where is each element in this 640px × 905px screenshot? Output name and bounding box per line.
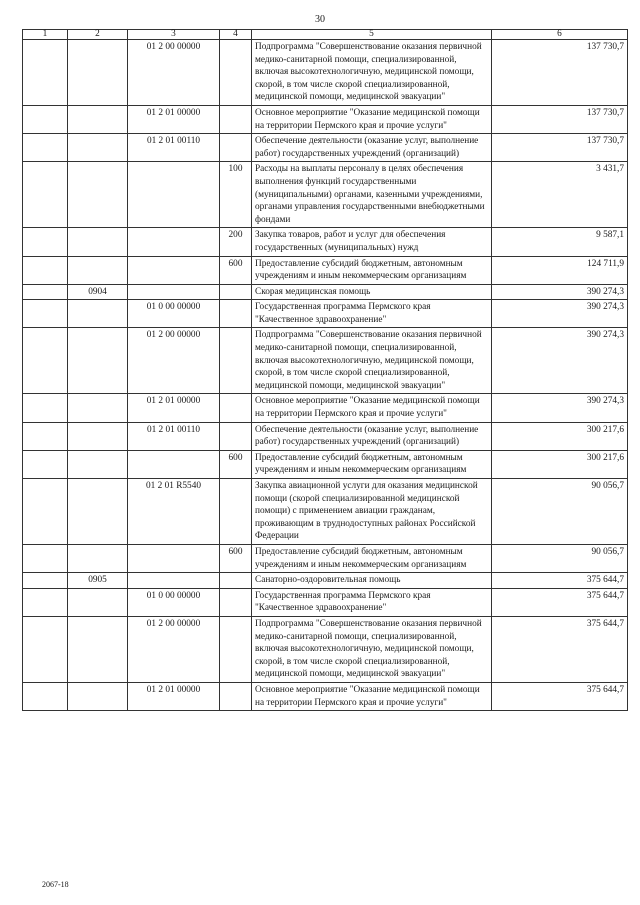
cell-section (23, 328, 68, 394)
table-row (23, 105, 628, 133)
cell-subsection (68, 256, 128, 284)
cell-description: Основное мероприятие "Оказание медицинской помощи на территории Пермского края и прочие услуги" (252, 105, 492, 133)
cell-subsection: 0904 (68, 284, 128, 300)
cell-section (23, 544, 68, 572)
cell-amount: 375 644,7 (492, 573, 628, 589)
document-code: 2067-18 (42, 880, 69, 889)
cell-description: Обеспечение деятельности (оказание услуг, выполнение работ) государственных учреждений (организаций) (252, 422, 492, 450)
cell-target-article (128, 450, 220, 478)
cell-subsection (68, 162, 128, 228)
table-row (23, 300, 628, 328)
table-row (23, 422, 628, 450)
cell-amount: 124 711,9 (492, 256, 628, 284)
cell-amount: 90 056,7 (492, 479, 628, 545)
cell-subsection (68, 300, 128, 328)
cell-section (23, 300, 68, 328)
budget-table (22, 29, 628, 711)
cell-amount: 137 730,7 (492, 105, 628, 133)
cell-subsection (68, 479, 128, 545)
cell-section (23, 450, 68, 478)
cell-expense-type: 100 (220, 162, 252, 228)
cell-amount: 390 274,3 (492, 394, 628, 422)
table-row (23, 284, 628, 300)
cell-subsection (68, 682, 128, 710)
cell-subsection (68, 394, 128, 422)
cell-section (23, 573, 68, 589)
cell-target-article (128, 284, 220, 300)
cell-expense-type (220, 394, 252, 422)
cell-target-article: 01 2 01 00000 (128, 105, 220, 133)
header-col-6: 6 (492, 30, 628, 40)
cell-section (23, 479, 68, 545)
cell-description: Предоставление субсидий бюджетным, автономным учреждениям и иным некоммерческим организациям (252, 450, 492, 478)
table-row (23, 256, 628, 284)
cell-description: Государственная программа Пермского края "Качественное здравоохранение" (252, 588, 492, 616)
cell-target-article: 01 0 00 00000 (128, 588, 220, 616)
cell-expense-type: 600 (220, 256, 252, 284)
page-number: 30 (315, 14, 325, 25)
cell-target-article: 01 2 00 00000 (128, 40, 220, 106)
cell-amount: 137 730,7 (492, 40, 628, 106)
cell-expense-type (220, 616, 252, 682)
cell-amount: 137 730,7 (492, 134, 628, 162)
cell-section (23, 588, 68, 616)
cell-subsection (68, 105, 128, 133)
cell-target-article: 01 2 00 00000 (128, 616, 220, 682)
cell-target-article: 01 2 01 00000 (128, 682, 220, 710)
header-col-1: 1 (23, 30, 68, 40)
header-col-3: 3 (128, 30, 220, 40)
cell-amount: 9 587,1 (492, 228, 628, 256)
cell-target-article: 01 2 00 00000 (128, 328, 220, 394)
table-row (23, 328, 628, 394)
table-row (23, 134, 628, 162)
cell-expense-type (220, 479, 252, 545)
cell-expense-type (220, 682, 252, 710)
cell-subsection (68, 588, 128, 616)
cell-amount: 375 644,7 (492, 682, 628, 710)
cell-target-article (128, 162, 220, 228)
table-row (23, 394, 628, 422)
cell-expense-type (220, 40, 252, 106)
cell-section (23, 228, 68, 256)
cell-description: Расходы на выплаты персоналу в целях обеспечения выполнения функций государственными (муниципальными) органами, казенными учреждениями, органами управления государственными внебюджетными фондами (252, 162, 492, 228)
cell-section (23, 422, 68, 450)
cell-subsection (68, 422, 128, 450)
table-row (23, 40, 628, 106)
cell-target-article: 01 2 01 00000 (128, 394, 220, 422)
cell-expense-type (220, 422, 252, 450)
cell-description: Основное мероприятие "Оказание медицинской помощи на территории Пермского края и прочие услуги" (252, 394, 492, 422)
cell-expense-type (220, 573, 252, 589)
cell-target-article: 01 2 01 00110 (128, 134, 220, 162)
cell-description: Предоставление субсидий бюджетным, автономным учреждениям и иным некоммерческим организациям (252, 256, 492, 284)
cell-section (23, 40, 68, 106)
cell-description: Санаторно-оздоровительная помощь (252, 573, 492, 589)
cell-expense-type (220, 300, 252, 328)
header-col-2: 2 (68, 30, 128, 40)
cell-subsection (68, 40, 128, 106)
cell-amount: 390 274,3 (492, 300, 628, 328)
table-row (23, 479, 628, 545)
table-row (23, 544, 628, 572)
cell-expense-type (220, 588, 252, 616)
cell-description: Подпрограмма "Совершенствование оказания первичной медико-санитарной помощи, специализированной, включая высокотехнологичную, медицинской помощи, скорой, в том числе скорой специализированной, медицинской помощи, медицинской эвакуации" (252, 328, 492, 394)
cell-section (23, 394, 68, 422)
table-row (23, 450, 628, 478)
table-row (23, 162, 628, 228)
cell-expense-type (220, 134, 252, 162)
cell-section (23, 616, 68, 682)
cell-section (23, 284, 68, 300)
cell-amount: 300 217,6 (492, 450, 628, 478)
cell-amount: 375 644,7 (492, 588, 628, 616)
table-row (23, 616, 628, 682)
cell-description: Подпрограмма "Совершенствование оказания первичной медико-санитарной помощи, специализированной, включая высокотехнологичную, медицинской помощи, скорой, в том числе скорой специализированной, медицинской помощи, медицинской эвакуации" (252, 40, 492, 106)
cell-subsection (68, 616, 128, 682)
cell-amount: 300 217,6 (492, 422, 628, 450)
table-row (23, 228, 628, 256)
cell-target-article: 01 2 01 R5540 (128, 479, 220, 545)
table-row (23, 588, 628, 616)
cell-subsection (68, 544, 128, 572)
cell-expense-type (220, 105, 252, 133)
cell-subsection: 0905 (68, 573, 128, 589)
table-row (23, 682, 628, 710)
cell-subsection (68, 450, 128, 478)
cell-description: Скорая медицинская помощь (252, 284, 492, 300)
cell-expense-type (220, 328, 252, 394)
cell-description: Государственная программа Пермского края "Качественное здравоохранение" (252, 300, 492, 328)
cell-expense-type (220, 284, 252, 300)
cell-expense-type: 600 (220, 544, 252, 572)
cell-description: Подпрограмма "Совершенствование оказания первичной медико-санитарной помощи, специализированной, включая высокотехнологичную, медицинской помощи, скорой, в том числе скорой специализированной, медицинской помощи, медицинской эвакуации" (252, 616, 492, 682)
cell-target-article: 01 2 01 00110 (128, 422, 220, 450)
cell-section (23, 105, 68, 133)
cell-amount: 90 056,7 (492, 544, 628, 572)
cell-target-article (128, 228, 220, 256)
cell-expense-type: 200 (220, 228, 252, 256)
cell-target-article: 01 0 00 00000 (128, 300, 220, 328)
cell-subsection (68, 228, 128, 256)
header-col-4: 4 (220, 30, 252, 40)
cell-amount: 375 644,7 (492, 616, 628, 682)
cell-section (23, 256, 68, 284)
cell-section (23, 162, 68, 228)
cell-amount: 390 274,3 (492, 284, 628, 300)
cell-section (23, 134, 68, 162)
cell-amount: 3 431,7 (492, 162, 628, 228)
cell-description: Закупка авиационной услуги для оказания медицинской помощи (скорой специализированной медицинской помощи) с применением авиации гражданам, проживающим в труднодоступных районах Российской Федерации (252, 479, 492, 545)
cell-target-article (128, 573, 220, 589)
cell-subsection (68, 328, 128, 394)
header-col-5: 5 (252, 30, 492, 40)
cell-description: Предоставление субсидий бюджетным, автономным учреждениям и иным некоммерческим организациям (252, 544, 492, 572)
table-row (23, 573, 628, 589)
cell-amount: 390 274,3 (492, 328, 628, 394)
cell-target-article (128, 544, 220, 572)
cell-target-article (128, 256, 220, 284)
cell-description: Закупка товаров, работ и услуг для обеспечения государственных (муниципальных) нужд (252, 228, 492, 256)
cell-description: Основное мероприятие "Оказание медицинской помощи на территории Пермского края и прочие услуги" (252, 682, 492, 710)
cell-subsection (68, 134, 128, 162)
cell-expense-type: 600 (220, 450, 252, 478)
cell-description: Обеспечение деятельности (оказание услуг, выполнение работ) государственных учреждений (организаций) (252, 134, 492, 162)
table-header-row (23, 30, 628, 40)
cell-section (23, 682, 68, 710)
